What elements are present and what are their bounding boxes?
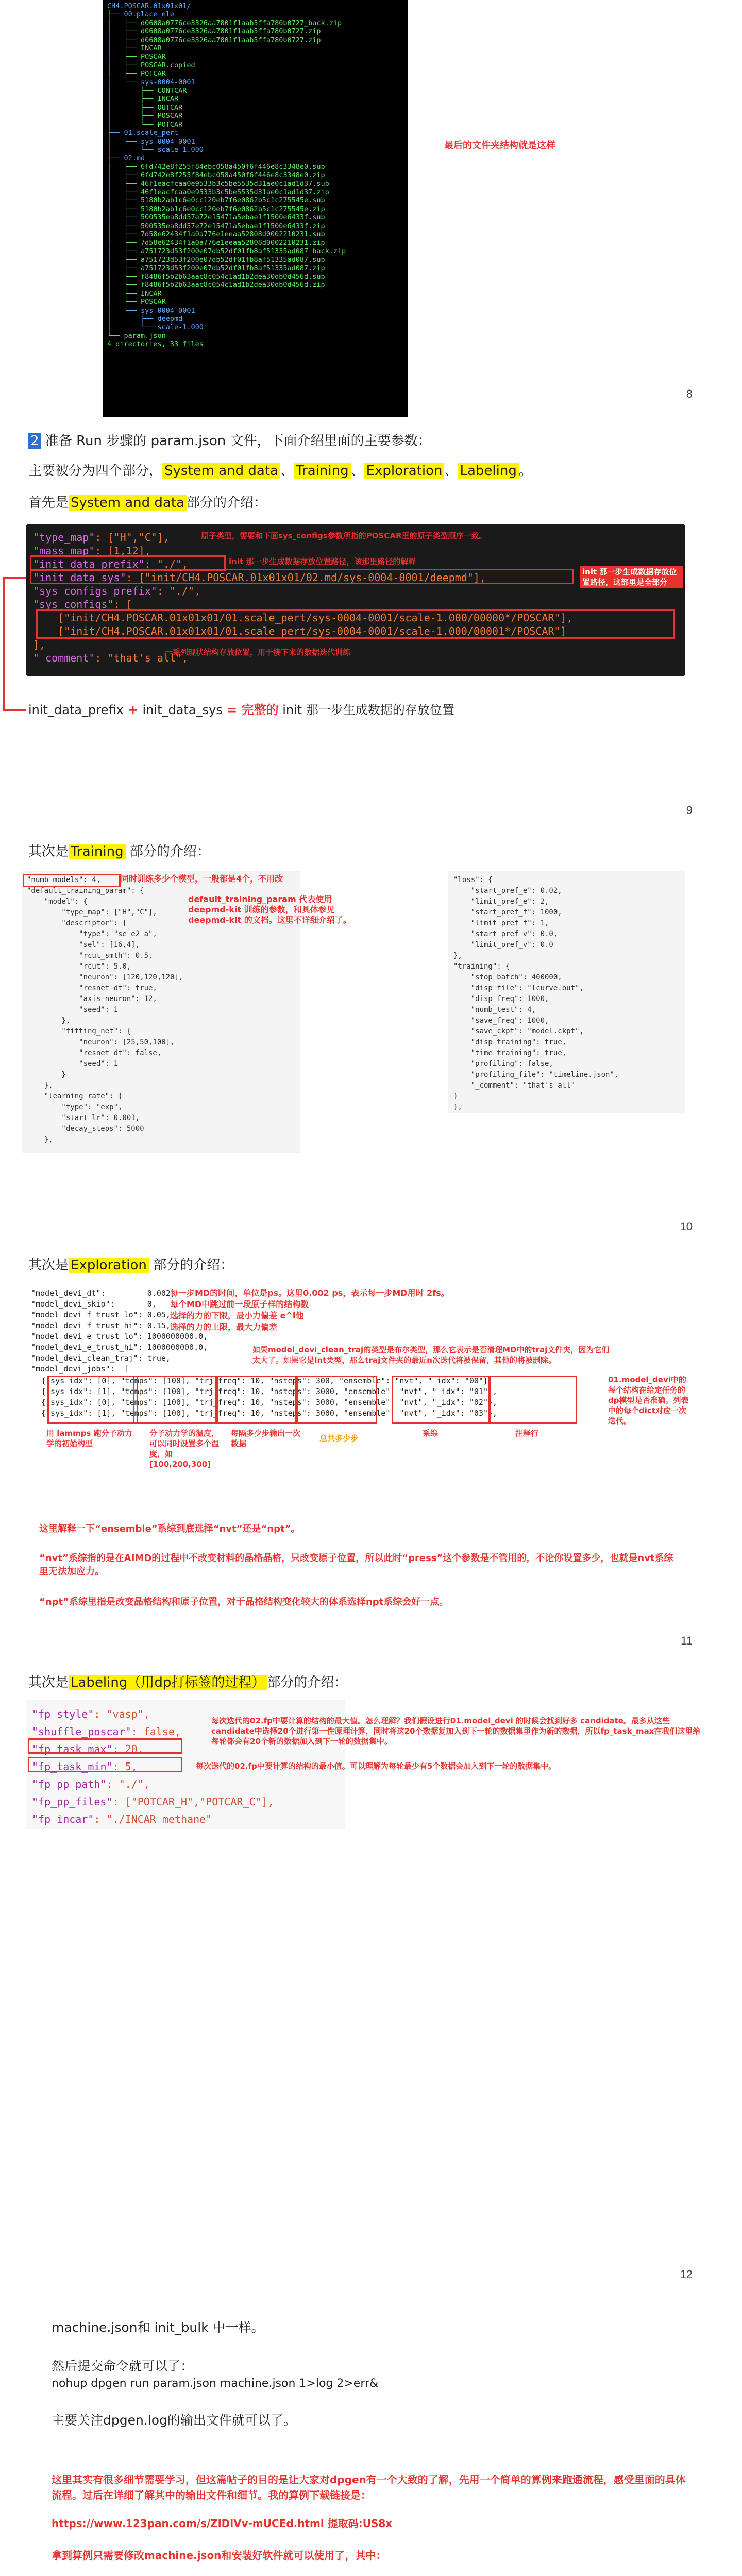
ann-nsteps: 总共多少步 — [319, 1434, 359, 1443]
tree-line: │ ├── 7d58e62434f1a0a776e1eeaa52808d0002210231.sub — [107, 230, 325, 239]
job-syntax: {"sys_idx": — [41, 1387, 97, 1396]
job-nsteps: 3000 — [315, 1398, 334, 1407]
formula-arrow-bracket — [3, 577, 26, 711]
system-heading-suffix: 部分的介绍： — [186, 495, 267, 511]
code-line: "fitting_net": { — [27, 1027, 131, 1036]
labeling-heading-suffix: 部分的介绍： — [267, 1675, 348, 1690]
job-sys: [0] — [97, 1376, 111, 1385]
code-line: "time_training": true, — [453, 1049, 567, 1057]
job-syntax: , "ensemble": — [334, 1409, 400, 1418]
code-value: : 20, — [112, 1743, 144, 1755]
training-heading — [28, 842, 210, 861]
numb-models-box — [23, 874, 121, 887]
training-heading-suffix: 部分的介绍： — [125, 844, 210, 859]
part-exploration: Exploration — [364, 463, 445, 479]
download-link[interactable]: https://www.123pan.com/s/ZlDlVv-mUCEd.html 提取码:US8x — [52, 2517, 393, 2530]
code-line — [32, 1793, 339, 1810]
code-key: "mass_map" — [33, 545, 95, 557]
job-syntax: }, — [488, 1387, 498, 1396]
job-syntax: {"sys_idx": — [41, 1376, 97, 1385]
job-syntax: }, — [483, 1376, 493, 1385]
directory-tree-terminal — [103, 0, 408, 417]
job-temps: [100] — [162, 1398, 185, 1407]
job-syntax: , "temps": — [111, 1387, 162, 1396]
job-syntax: , "_idx": — [418, 1376, 465, 1385]
code-line: "limit_pref_e": 2, — [453, 897, 549, 906]
step-text: 准备 Run 步骤的 param.json 文件，下面介绍里面的主要参数： — [41, 433, 431, 449]
tree-line: ├── 01.scale_pert — [107, 129, 179, 138]
ann-sys-idx: 用 lammps 跑分子动力学的初始构型 — [46, 1429, 132, 1448]
tree-line: │ ├── CONTCAR — [107, 87, 187, 95]
code-line: }, — [453, 1103, 462, 1111]
code-line: "sel": [16,4], — [27, 941, 140, 949]
code-value: : "./INCAR_methane" — [94, 1813, 212, 1825]
ann-idx: 注释行 — [515, 1429, 539, 1438]
page-number-12: 12 — [680, 2268, 693, 2281]
job-syntax: {"sys_idx": — [41, 1409, 97, 1418]
submit-command: nohup dpgen run param.json machine.json 1>log 2>err& — [52, 2377, 379, 2390]
tree-line: │ ├── d0608a0776ce3326aa7801f1aab5ffa780b0727.zip — [107, 36, 321, 44]
tree-line: │ ├── d0608a0776ce3326aa7801f1aab5ffa780b0727_back.zip — [107, 19, 342, 27]
tree-line: │ ├── POSCAR.copied — [107, 61, 195, 70]
ensemble-box — [392, 1376, 490, 1424]
job-trj: 10 — [250, 1409, 260, 1418]
code-key: "init_data_sys" — [33, 571, 126, 584]
intro-line: 主要被分为四个部分， System and data 、 Training 、 Exploration 、 Labeling 。 — [28, 463, 532, 479]
code-line: "numb_test": 4, — [453, 1006, 536, 1014]
part-training: Training — [294, 463, 351, 479]
code-line: }, — [27, 1136, 53, 1144]
ann-trj-freq: 每隔多少步输出一次数据 — [231, 1429, 301, 1448]
exploration-heading-prefix: 其次是 — [28, 1258, 69, 1273]
tree-line: │ ├── 5180b2ab1c6e0cc120eb7f6e0862b5c1c275545e.sub — [107, 196, 325, 205]
code-line: "profiling": false, — [453, 1060, 553, 1068]
page-number-10: 10 — [680, 1220, 693, 1233]
job-syntax: , "_idx": — [423, 1387, 469, 1396]
part-labeling: Labeling — [458, 463, 519, 479]
tree-line: │ ├── 500535ea8dd57e72e15471a5ebae1f1500e6433f.zip — [107, 222, 325, 230]
job-idx: "03" — [469, 1409, 488, 1418]
tree-line: │ ├── f8486f5b2b63aac8c054c1ad1b2dea30db0d456d.zip — [107, 281, 325, 290]
tree-line: │ ├── POSCAR — [107, 112, 183, 121]
job-ens: "nvt" — [395, 1376, 418, 1385]
code-line: "limit_pref_f": 1, — [453, 919, 549, 927]
exploration-heading-hl: Exploration — [69, 1258, 149, 1273]
ann-temps: 分子动力学的温度，可以同时设置多个温度，如[100,200,300] — [149, 1429, 220, 1469]
job-syntax: }, — [488, 1398, 498, 1407]
idx-box — [490, 1376, 577, 1424]
formula-line — [28, 702, 454, 719]
job-sys: [1] — [97, 1409, 111, 1418]
ann-devi-dt: 每一步MD的时间，单位是ps。这里0.002 ps，表示每一步MD用时 2fs。 — [170, 1288, 449, 1298]
submit-line: 然后提交命令就可以了： — [52, 2359, 194, 2374]
training-heading-hl: Training — [69, 844, 126, 859]
code-line: "start_pref_v": 0.0, — [453, 930, 558, 938]
job-syntax: }, — [488, 1409, 498, 1418]
tree-line: │ ├── 46f1eacfcaa0e9533b3c5be5535d31ae0c1ad1d37.sub — [107, 179, 329, 188]
code-line: "type": "exp", — [27, 1103, 123, 1111]
labeling-heading-prefix: 其次是 — [28, 1675, 69, 1690]
intro-suffix: 。 — [518, 463, 532, 479]
formula-tail: init 那一步生成数据的存放位置 — [278, 703, 454, 717]
job-syntax: , "nsteps": — [260, 1376, 316, 1385]
code-value: : ["init/CH4.POSCAR.01x01x01/02.md/sys-0004-0001/deepmd"], — [126, 571, 486, 584]
job-syntax: , "ensemble": — [329, 1376, 395, 1385]
tree-line: CH4.POSCAR.01x01x01/ — [107, 2, 191, 10]
code-line: "_comment": "that's all" — [453, 1081, 576, 1090]
job-sys: [1] — [97, 1387, 111, 1396]
job-idx: "02" — [469, 1398, 488, 1407]
tree-line: │ └── sys-0004-0001 — [107, 306, 195, 315]
code-value: : [ — [113, 598, 132, 611]
tree-caption: 最后的文件夹结构就是这样 — [444, 140, 555, 151]
code-line: "disp_freq": 1000, — [453, 995, 549, 1003]
code-value: : ["POTCAR_H","POTCAR_C"], — [112, 1795, 274, 1808]
code-key: "sys_configs_prefix" — [33, 585, 157, 597]
code-key: "fp_incar" — [32, 1813, 94, 1825]
code-line: "decay_steps": 5000 — [27, 1125, 144, 1133]
code-line: "model_devi_jobs": [ — [31, 1364, 129, 1374]
labeling-heading — [28, 1673, 347, 1692]
tree-line: │ ├── a751723d53f200e07db52df01fb8af51335ad087_back.zip — [107, 247, 346, 256]
job-ens: "nvt" — [399, 1409, 423, 1418]
init-sys-box — [30, 569, 574, 584]
code-line: "disp_file": "lcurve.out", — [453, 984, 584, 992]
code-line: "default_training_param": { — [27, 887, 144, 895]
job-syntax: , "temps": — [111, 1398, 162, 1407]
job-syntax: , "trj_freq": — [185, 1376, 251, 1385]
part-system: System and data — [162, 463, 280, 479]
ann-sys-configs: 一系列现状结构存放位置，用于接下来的数据迭代训练 — [165, 648, 351, 657]
exploration-heading-suffix: 部分的介绍： — [148, 1258, 234, 1273]
tree-line: │ ├── POTCAR — [107, 70, 166, 78]
tree-line: │ ├── f8486f5b2b63aac8c054c1ad1b2dea30db0d456d.sub — [107, 273, 325, 281]
code-line: "seed": 1 — [27, 1006, 119, 1014]
code-key: "fp_pp_path" — [32, 1778, 107, 1790]
job-idx: "01" — [469, 1387, 488, 1396]
ann-init-prefix: init 那一步生成数据存放位置路径，该那里路径的解释 — [229, 557, 416, 566]
step-heading — [28, 432, 431, 450]
code-line: "start_pref_e": 0.02, — [453, 887, 562, 895]
system-heading — [28, 494, 267, 512]
code-value: : "./", — [157, 585, 201, 597]
ensemble-note-1: 这里解释一下“ensemble”系综到底选择“nvt”还是“npt”。 — [39, 1523, 300, 1534]
code-line: }, — [453, 952, 462, 960]
formula-sys: init_data_sys — [142, 703, 223, 717]
job-syntax: , "nsteps": — [260, 1409, 316, 1418]
code-line: "training": { — [453, 962, 510, 971]
tree-line: │ └── POTCAR — [107, 120, 183, 129]
code-line: "loss": { — [453, 876, 493, 884]
ann-model-devi-jobs: 01.model_devi中的每个结构在给定任务的dp模型是否准确。列表中的每个dict对应一次迭代。 — [608, 1375, 689, 1426]
tree-line: │ ├── a751723d53f200e07db52df01fb8af51335ad087.sub — [107, 256, 325, 264]
job-idx: "00" — [464, 1376, 483, 1385]
code-value: : "./", — [144, 558, 189, 570]
intro-prefix: 主要被分为四个部分， — [28, 463, 163, 479]
code-line: "resnet_dt": true, — [27, 984, 157, 992]
page-number-11: 11 — [681, 1634, 693, 1647]
code-key: "shuffle_poscar" — [32, 1725, 131, 1738]
ann-clean-traj: 如果model_devi_clean_traj的类型是布尔类型，那么它表示是否清理MD中的traj文件夹，因为它们太大了。如果它是Int类型，那么traj文件夹的最近n次迭代将被保留，其他的将被删除。 — [252, 1345, 610, 1365]
job-syntax: , "_idx": — [423, 1409, 469, 1418]
code-line: "disp_training": true, — [453, 1038, 567, 1046]
code-value: ], — [33, 638, 46, 651]
page-number-9: 9 — [686, 804, 693, 817]
tree-line: │ ├── INCAR — [107, 289, 162, 298]
code-line — [32, 1775, 339, 1793]
job-syntax: , "ensemble": — [334, 1398, 400, 1407]
code-line: "type_map": ["H","C"], — [27, 908, 157, 917]
system-heading-prefix: 首先是 — [28, 495, 69, 511]
code-value: : false, — [131, 1725, 181, 1738]
code-line: "save_freq": 1000, — [453, 1016, 549, 1025]
tree-line: └── param.json — [107, 331, 166, 340]
ann-ensemble: 系综 — [423, 1429, 439, 1438]
job-trj: 10 — [250, 1376, 260, 1385]
code-key: "fp_task_min" — [32, 1760, 113, 1773]
job-syntax: , "trj_freq": — [185, 1398, 251, 1407]
code-line: "model_devi_skip": 0, — [31, 1299, 157, 1309]
job-nsteps: 3000 — [315, 1387, 334, 1396]
ann-devi-skip: 每个MD中跳过前一段原子样的结构数 — [170, 1299, 309, 1309]
job-syntax: , "_idx": — [423, 1398, 469, 1407]
formula-plus: + — [123, 703, 143, 717]
job-temps: [100] — [162, 1376, 185, 1385]
ann-trust-hi: 选择的力的上限，最大力偏差 — [170, 1322, 278, 1332]
code-line: "resnet_dt": false, — [27, 1049, 162, 1057]
code-line: "neuron": [25,50,100], — [27, 1038, 175, 1046]
code-line: "start_lr": 0.001, — [27, 1114, 140, 1122]
tree-line: │ ├── 46f1eacfcaa0e9533b3c5be5535d31ae0c1ad1d37.zip — [107, 188, 329, 196]
code-line: "model_devi_f_trust_hi": 0.15, — [31, 1321, 171, 1330]
job-sys: [0] — [97, 1398, 111, 1407]
ensemble-note-3: “npt”系综里指是改变晶格结构和原子位置，对于晶格结构变化较大的体系选择npt系综会好一点。 — [39, 1597, 449, 1607]
tree-line: │ ├── 500535ea8dd57e72e15471a5ebae1f1500e6433f.sub — [107, 213, 325, 222]
code-line: "model_devi_e_trust_hi": 1000000000.0, — [31, 1343, 208, 1352]
code-line: }, — [27, 1016, 71, 1025]
code-line: "type": "se_e2_a", — [27, 930, 157, 938]
tree-line: │ ├── POSCAR — [107, 298, 166, 307]
code-line: "axis_neuron": 12, — [27, 995, 157, 1003]
job-temps: [100] — [162, 1409, 185, 1418]
ann-trust-lo: 选择的力的下限，最小力偏差 e^l他 — [170, 1311, 304, 1320]
code-key: "init_data_prefix" — [33, 558, 145, 570]
ann-init-sys: init 那一步生成数据存放位置路径，这部里是全部分 — [580, 566, 683, 588]
log-line: 主要关注dpgen.log的输出文件就可以了。 — [52, 2413, 296, 2428]
system-heading-hl: System and data — [69, 495, 187, 511]
trj-box — [215, 1376, 298, 1424]
ensemble-note-2: “nvt”系综指的是在AIMD的过程中不改变材料的晶格晶格，只改变原子位置，所以此时“press”这个参数是不管用的，不论你设置多少，也就是nvt系综里无法加应力。 — [39, 1553, 673, 1577]
training-heading-prefix: 其次是 — [28, 844, 69, 859]
job-syntax: , "trj_freq": — [185, 1387, 251, 1396]
tree-line: │ └── scale-1.000 — [107, 145, 204, 154]
labeling-heading-hl: Labeling（用dp打标签的过程） — [69, 1675, 267, 1690]
code-value: : "vasp", — [94, 1708, 150, 1720]
code-value: : [1,12], — [95, 545, 151, 557]
code-value: : ["H","C"], — [95, 531, 170, 544]
job-syntax: , "nsteps": — [260, 1398, 316, 1407]
temps-box — [133, 1376, 218, 1424]
ann-default-training: default_training_param 代表使用deepmd-kit 训练的参数，和具体参见 deepmd-kit 的文档。这里不详细介绍了。 — [188, 894, 351, 925]
job-syntax: , "temps": — [111, 1376, 162, 1385]
code-line: "model_devi_dt": 0.002, — [31, 1289, 175, 1298]
job-syntax: {"sys_idx": — [41, 1398, 97, 1407]
tree-line: │ ├── POSCAR — [107, 53, 166, 61]
formula-eq: = — [222, 703, 242, 717]
tree-line: │ ├── d0608a0776ce3326aa7801f1aab5ffa780b0727.zip — [107, 27, 321, 36]
training-code-right — [448, 871, 685, 1113]
job-trj: 10 — [250, 1387, 260, 1396]
ann-fp-task-max: 每次迭代的02.fp中要计算的结构的最大值。怎么理解？我们假设进行01.model_devi 的时候会找到好多 candidate。最多从这些candidate中选择20个进行第一性原理计算，同时将这20个数据复加入到下一轮的数据集里作为新的数据，所以fp_task_max在我们这里给每轮都会有20个新的数据加入到下一轮的数据集中。 — [211, 1716, 701, 1746]
code-line: "stop_batch": 400000, — [453, 973, 562, 981]
code-key: "fp_task_max" — [32, 1743, 113, 1755]
code-line: "rcut_smth": 0.5, — [27, 952, 153, 960]
code-line: "neuron": [120,120,120], — [27, 973, 183, 981]
fp-task-max-box — [28, 1738, 182, 1754]
code-line: "save_ckpt": "model.ckpt", — [453, 1027, 584, 1036]
job-ens: "nvt" — [399, 1387, 423, 1396]
nsteps-box — [295, 1376, 377, 1424]
code-value: : "that's all", — [95, 652, 189, 664]
code-line: "descriptor": { — [27, 919, 127, 927]
tree-line: │ ├── deepmd — [107, 315, 183, 324]
job-syntax: , "temps": — [111, 1409, 162, 1418]
code-line: "learning_rate": { — [27, 1092, 123, 1100]
fp-task-min-box — [28, 1757, 182, 1772]
code-value: : 5, — [112, 1760, 138, 1773]
ann-fp-task-min: 每次迭代的02.fp中要计算的结构的最小值。可以理解为每轮最少有5个数据会加入到下一轮的数据集中。 — [196, 1761, 556, 1771]
job-syntax: , "trj_freq": — [185, 1409, 251, 1418]
code-line: "limit_pref_v": 0.0 — [453, 941, 553, 949]
code-line: "model_devi_f_trust_lo": 0.05, — [31, 1310, 171, 1319]
tree-line: │ └── sys-0004-0001 — [107, 137, 195, 146]
code-line: "profiling_file": "timeline.json", — [453, 1071, 619, 1079]
code-value: ["init/CH4.POSCAR.01x01x01/01.scale_pert/sys-0004-0001/scale-1.000/00000*/POSCAR"], — [33, 612, 573, 624]
code-line: "start_pref_f": 1000, — [453, 908, 562, 917]
machine-json-line: machine.json和 init_bulk 中一样。 — [52, 2320, 264, 2335]
sys-configs-box — [36, 609, 675, 639]
formula-prefix: init_data_prefix — [28, 703, 124, 717]
tree-line: │ ├── INCAR — [107, 95, 179, 104]
step-number: 2 — [28, 433, 41, 449]
code-line: } — [453, 1092, 458, 1100]
ann-type-map: 原子类型，需要和下面sys_configs参数所指的POSCAR里的原子类型顺序一致。 — [201, 531, 487, 540]
code-line: "seed": 1 — [27, 1060, 119, 1068]
tree-line: │ ├── OUTCAR — [107, 103, 183, 112]
tree-line: │ ├── 5180b2ab1c6e0cc120eb7f6e0862b5c1c275545e.zip — [107, 205, 325, 213]
exploration-heading — [28, 1256, 233, 1275]
job-trj: 10 — [250, 1398, 260, 1407]
tree-line: │ ├── 6fd742e8f255f84ebc058a450f6f446e8c3348e0.sub — [107, 162, 325, 171]
tree-line: │ ├── 6fd742e8f255f84ebc058a450f6f446e8c3348e0.zip — [107, 171, 325, 180]
job-syntax: , "ensemble": — [334, 1387, 400, 1396]
code-key: "fp_pp_files" — [32, 1795, 113, 1808]
code-line: "model": { — [27, 897, 88, 906]
job-temps: [100] — [162, 1387, 185, 1396]
code-line: "numb_models": 4, — [27, 876, 101, 884]
job-nsteps: 3000 — [315, 1409, 334, 1418]
code-key: "sys_configs" — [33, 598, 114, 611]
code-line: "model_devi_clean_traj": true, — [31, 1353, 171, 1363]
job-ens: "nvt" — [399, 1398, 423, 1407]
job-syntax: , "nsteps": — [260, 1387, 316, 1396]
detail-note: 这里其实有很多细节需要学习，但这篇帖子的目的是让大家对dpgen有一个大致的了解，先用一个简单的算例来跑通流程，感受里面的具体流程。过后在详细了解其中的输出文件和细节。我的算例下载链接是： — [52, 2473, 686, 2501]
code-key: "fp_style" — [32, 1708, 94, 1720]
tree-line: │ ├── a751723d53f200e07db52df01fb8af51335ad087.zip — [107, 264, 325, 273]
code-line — [32, 1810, 339, 1828]
code-value: ["init/CH4.POSCAR.01x01x01/01.scale_pert/sys-0004-0001/scale-1.000/00001*/POSCAR"] — [33, 625, 567, 637]
code-key: "_comment" — [33, 652, 95, 664]
tree-line: │ └── scale-1.000 — [107, 323, 204, 332]
tree-line: │ ├── INCAR — [107, 44, 162, 53]
page-number-8: 8 — [686, 387, 693, 400]
tree-line: ├── 02.md — [107, 154, 145, 163]
code-line: "model_devi_e_trust_lo": 1000000000.0, — [31, 1332, 208, 1341]
ann-numb-models: 同时训练多少个模型，一般都是4个，不用改 — [121, 874, 283, 884]
code-line: }, — [27, 1081, 53, 1090]
tree-line: 4 directories, 33 files — [107, 340, 204, 349]
usage-note: 拿到算例只需要修改machine.json和安装好软件就可以使用了，其中： — [52, 2549, 386, 2562]
formula-full: 完整的 — [241, 703, 279, 717]
job-nsteps: 300 — [315, 1376, 330, 1385]
tree-line: ├── 00.place_ele — [107, 10, 175, 19]
code-key: "type_map" — [33, 531, 95, 544]
tree-line: │ ├── 7d58e62434f1a0a776e1eeaa52808d0002210231.zip — [107, 239, 325, 247]
sys-idx-box — [47, 1376, 138, 1424]
code-value: : "./", — [106, 1778, 150, 1790]
tree-line: │ └── sys-0004-0001 — [107, 78, 195, 87]
code-line: } — [27, 1071, 66, 1079]
code-line: "rcut": 5.0, — [27, 962, 131, 971]
